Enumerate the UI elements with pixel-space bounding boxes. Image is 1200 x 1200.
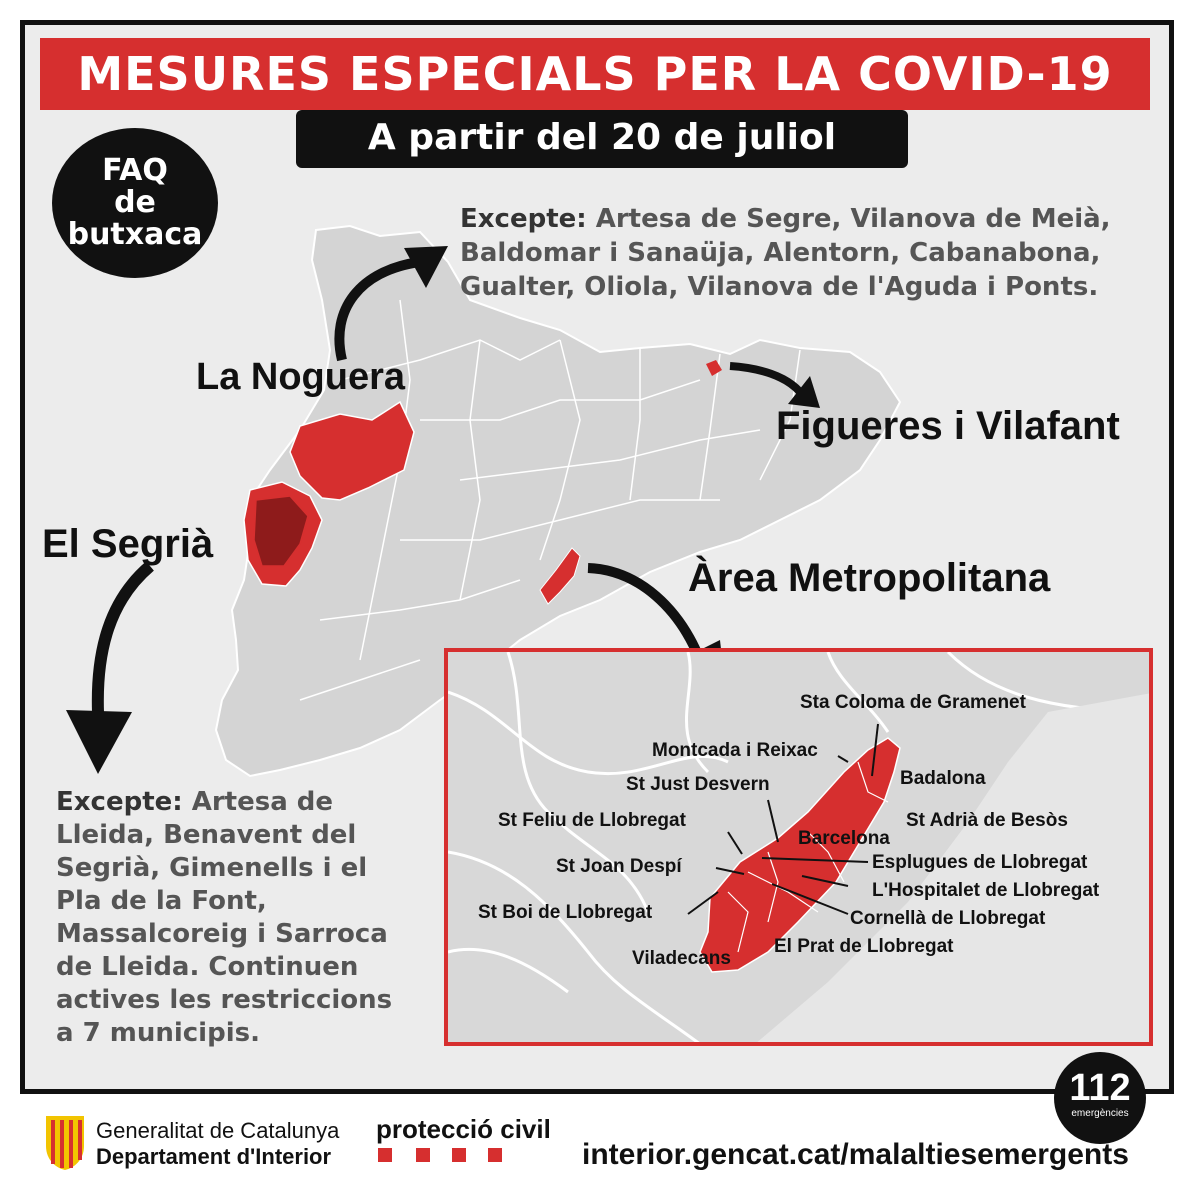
- inset-label-st-adria: St Adrià de Besòs: [906, 810, 1068, 831]
- generalitat-name: Generalitat de Catalunya: [96, 1118, 340, 1143]
- exceptions-left-text: Artesa de Lleida, Benavent del Segrià, Gimenells i el Pla de la Font, Massalcoreig i Sarroca de Lleida. Continuen actives les restriccions a 7 municipis.: [56, 787, 393, 1048]
- faq-line3: butxaca: [67, 217, 203, 252]
- inset-label-montcada: Montcada i Reixac: [652, 740, 818, 761]
- badge-112-number: 112: [1069, 1067, 1131, 1109]
- inset-label-st-joan: St Joan Despí: [556, 856, 682, 877]
- exceptions-top-label: Excepte:: [460, 204, 587, 234]
- inset-label-hospitalet: L'Hospitalet de Llobregat: [872, 880, 1100, 901]
- faq-line1: FAQ: [102, 153, 168, 188]
- inset-label-st-just: St Just Desvern: [626, 774, 770, 795]
- label-figueres: Figueres i Vilafant: [776, 404, 1120, 448]
- inset-label-st-feliu: St Feliu de Llobregat: [498, 810, 686, 831]
- footer-url[interactable]: interior.gencat.cat/malaltiesemergents: [582, 1138, 1129, 1171]
- arrow-segria-head: [66, 710, 132, 774]
- inset-label-viladecans: Viladecans: [632, 948, 731, 969]
- exceptions-top-text: Artesa de Segre, Vilanova de Meià, Baldomar i Sanaüja, Alentorn, Cabanabona, Gualter, Oliola, Vilanova de l'Aguda i Ponts.: [460, 204, 1111, 302]
- inset-label-el-prat: El Prat de Llobregat: [774, 936, 954, 957]
- inset-label-st-boi: St Boi de Llobregat: [478, 902, 653, 923]
- badge-112: [1054, 1052, 1146, 1144]
- badge-112-sub: emergències: [1071, 1108, 1129, 1119]
- label-noguera: La Noguera: [196, 356, 406, 398]
- inset-label-sta-coloma: Sta Coloma de Gramenet: [800, 692, 1026, 713]
- page-title: MESURES ESPECIALS PER LA COVID-19: [40, 38, 1150, 110]
- exceptions-top: [460, 202, 1140, 304]
- inset-label-barcelona: Barcelona: [798, 828, 890, 849]
- label-segria: El Segrià: [42, 522, 214, 566]
- exceptions-left-label: Excepte:: [56, 787, 183, 817]
- inset-label-cornella: Cornellà de Llobregat: [850, 908, 1046, 929]
- label-metro: Àrea Metropolitana: [688, 556, 1051, 600]
- inset-label-esplugues: Esplugues de Llobregat: [872, 852, 1088, 873]
- metro-inset-map: [444, 648, 1153, 1046]
- generalitat-department: Departament d'Interior: [96, 1144, 332, 1169]
- proteccio-civil-logo: protecció civil: [376, 1114, 551, 1144]
- inset-label-badalona: Badalona: [900, 768, 986, 789]
- faq-line2: de: [114, 185, 156, 220]
- date-banner: A partir del 20 de juliol: [296, 110, 908, 168]
- faq-badge: [52, 128, 218, 278]
- exceptions-left: [56, 786, 396, 1050]
- arrow-segria: [98, 566, 150, 712]
